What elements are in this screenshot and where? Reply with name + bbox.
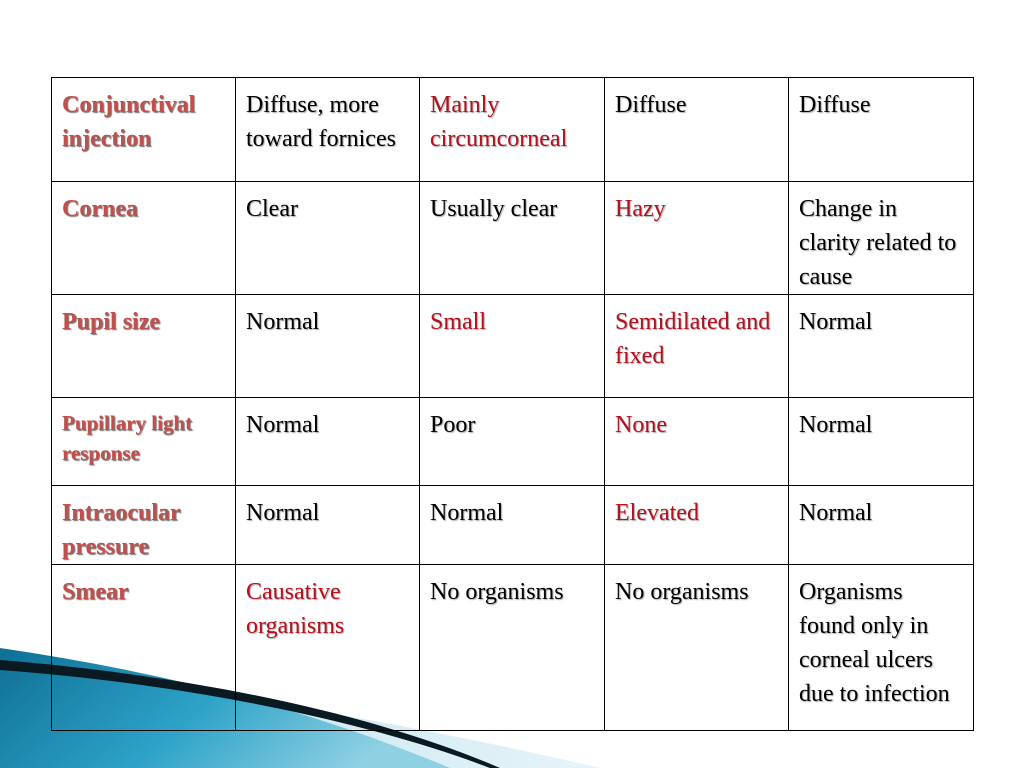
table-cell	[236, 565, 420, 731]
row-label	[52, 565, 236, 731]
table-cell-text: Normal	[430, 500, 504, 526]
table-cell	[789, 295, 974, 398]
table-cell-text: No organisms	[615, 579, 749, 605]
table-cell-text: Change in clarity related to cause	[799, 196, 957, 290]
table-cell	[605, 486, 789, 565]
row-label-text: Conjunctival injection	[62, 92, 196, 152]
table-cell-text: Normal	[246, 500, 320, 526]
table-cell	[420, 182, 605, 295]
table-cell	[605, 398, 789, 486]
table-cell-text: Semidilated and fixed	[615, 309, 771, 369]
comparison-table	[51, 77, 974, 731]
table-cell-text: Normal	[246, 309, 320, 335]
table-cell-text: Diffuse	[615, 92, 687, 118]
row-label-text: Cornea	[62, 196, 138, 222]
table-cell-text: Small	[430, 309, 487, 335]
table-cell-text: Causative organisms	[246, 579, 345, 639]
table-row	[52, 295, 974, 398]
table-row	[52, 486, 974, 565]
table-cell	[789, 398, 974, 486]
table-cell	[420, 295, 605, 398]
table-cell	[789, 486, 974, 565]
row-label	[52, 182, 236, 295]
table-cell	[420, 398, 605, 486]
table-cell	[236, 182, 420, 295]
table-cell-text: Mainly circumcorneal	[430, 92, 568, 152]
table-cell	[236, 78, 420, 182]
row-label	[52, 486, 236, 565]
table-cell	[236, 295, 420, 398]
table-cell-text: Normal	[799, 412, 873, 438]
table-cell-text: Normal	[799, 500, 873, 526]
table-cell	[236, 486, 420, 565]
table-cell-text: None	[615, 412, 667, 438]
table-cell	[420, 565, 605, 731]
row-label-text: Pupil size	[62, 309, 161, 335]
table-cell-text: Clear	[246, 196, 298, 222]
table-cell	[605, 295, 789, 398]
table-cell-text: Organisms found only in corneal ulcers due to infection	[799, 579, 950, 707]
table-cell-text: No organisms	[430, 579, 564, 605]
table-row	[52, 78, 974, 182]
row-label-text: Pupillary light response	[62, 411, 193, 465]
table-cell-text: Usually clear	[430, 196, 558, 222]
row-label-text: Smear	[62, 579, 129, 605]
row-label-text: Intraocular pressure	[62, 500, 181, 560]
table-cell-text: Normal	[799, 309, 873, 335]
row-label	[52, 78, 236, 182]
table-row	[52, 182, 974, 295]
table-row	[52, 398, 974, 486]
table-cell-text: Diffuse	[799, 92, 871, 118]
table-cell	[236, 398, 420, 486]
table-cell	[789, 78, 974, 182]
table-cell	[605, 565, 789, 731]
table-cell-text: Normal	[246, 412, 320, 438]
table-cell	[605, 78, 789, 182]
table-cell-text: Poor	[430, 412, 476, 438]
row-label	[52, 398, 236, 486]
table-cell-text: Elevated	[615, 500, 699, 526]
table-cell	[789, 182, 974, 295]
table-cell	[605, 182, 789, 295]
table-cell-text: Diffuse, more toward fornices	[246, 92, 396, 152]
table-row	[52, 565, 974, 731]
table-cell	[789, 565, 974, 731]
table-cell-text: Hazy	[615, 196, 666, 222]
row-label	[52, 295, 236, 398]
table-cell	[420, 486, 605, 565]
table-cell	[420, 78, 605, 182]
